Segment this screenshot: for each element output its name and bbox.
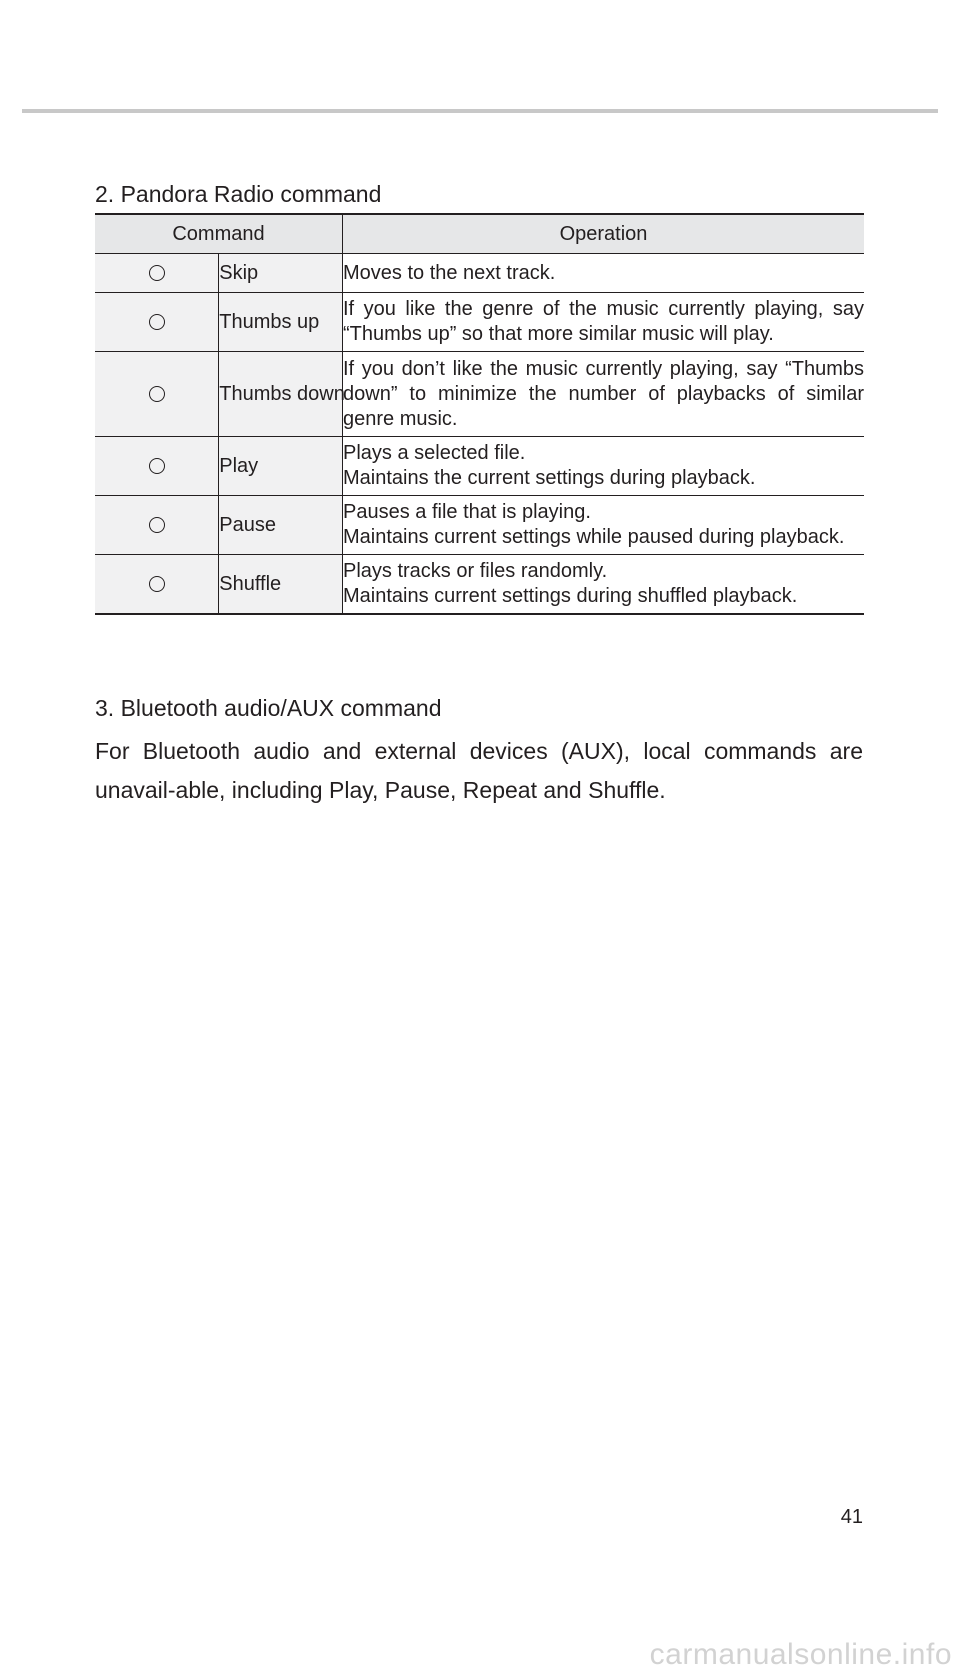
section-3-title: 3. Bluetooth audio/AUX command: [95, 695, 442, 721]
circle-bullet-icon: [149, 458, 165, 474]
command-cell: Shuffle: [219, 555, 343, 615]
circle-bullet-icon: [149, 576, 165, 592]
operation-cell: [343, 555, 865, 615]
command-cell: Thumbs down: [219, 352, 343, 437]
table-row: [95, 293, 864, 352]
operation-line: Maintains current settings while paused during playback.: [343, 526, 845, 548]
circle-bullet-icon: [149, 386, 165, 402]
command-cell: Pause: [219, 496, 343, 555]
circle-bullet-icon: [149, 265, 165, 281]
operation-cell: [343, 437, 865, 496]
section-2-title: 2. Pandora Radio command: [95, 181, 382, 207]
table-row: [95, 437, 864, 496]
operation-cell: [343, 352, 865, 437]
command-cell: Skip: [219, 254, 343, 293]
table-row: [95, 254, 864, 293]
watermark: carmanualsonline.info: [649, 1638, 952, 1671]
operation-line: Plays a selected file.: [343, 442, 526, 464]
page-number: 41: [840, 1506, 863, 1528]
command-cell: Play: [219, 437, 343, 496]
table-row: [95, 496, 864, 555]
table-row: [95, 352, 864, 437]
pandora-command-table: [95, 213, 864, 615]
operation-cell: [343, 293, 865, 352]
table-row: [95, 555, 864, 615]
table-header-row: [95, 214, 864, 254]
circle-bullet-icon: [149, 314, 165, 330]
operation-line: If you like the genre of the music currently playing, say “Thumbs up” so that more similar music will play.: [343, 298, 864, 345]
operation-line: Maintains the current settings during playback.: [343, 467, 756, 489]
command-cell: Thumbs up: [219, 293, 343, 352]
section-3-body: For Bluetooth audio and external devices (AUX), local commands are unavail-able, including Play, Pause, Repeat and Shuffle.: [95, 738, 863, 803]
operation-line: Maintains current settings during shuffled playback.: [343, 585, 798, 607]
circle-bullet-icon: [149, 517, 165, 533]
top-divider: [22, 109, 938, 113]
operation-line: Pauses a file that is playing.: [343, 501, 591, 523]
operation-cell: [343, 254, 865, 293]
operation-line: If you don’t like the music currently playing, say “Thumbs down” to minimize the number of playbacks of similar genre music.: [343, 357, 864, 430]
header-operation: Operation: [343, 214, 865, 254]
header-command: Command: [95, 214, 343, 254]
operation-cell: [343, 496, 865, 555]
operation-line: Moves to the next track.: [343, 261, 556, 284]
operation-line: Plays tracks or files randomly.: [343, 560, 608, 582]
